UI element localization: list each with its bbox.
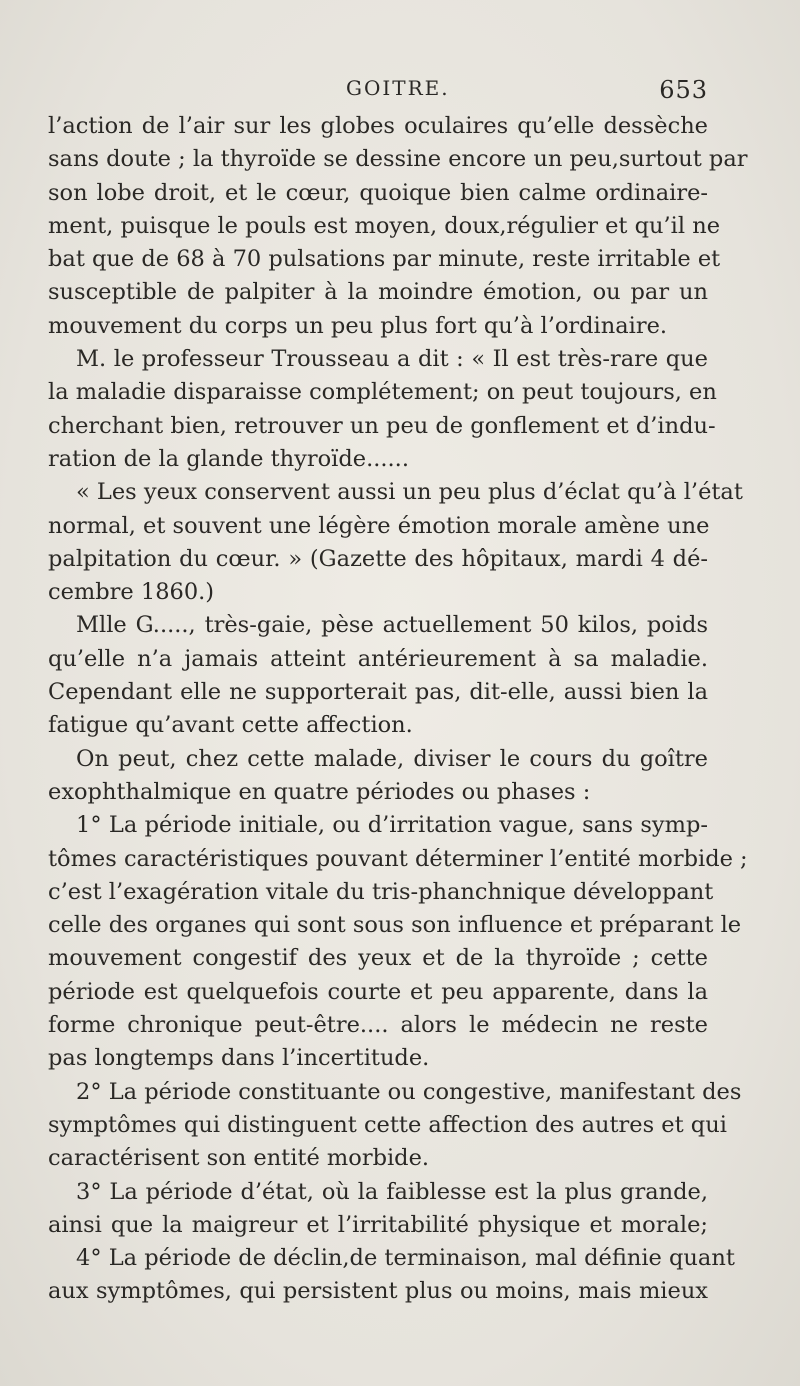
text-line: 2° La période constituante ou congestive, manifestant des — [76, 1078, 742, 1105]
text-line: cherchant bien, retrouver un peu de gonflement et d’indu- — [48, 412, 716, 439]
text-line: mouvement congestif des yeux et de la thyroïde ; cette — [48, 945, 708, 972]
text-line: exophthalmique en quatre périodes ou phases : — [48, 778, 591, 805]
text-line: forme chronique peut-être.... alors le médecin ne reste — [48, 1012, 708, 1039]
text-line: mouvement du corps un peu plus fort qu’à l’ordinaire. — [48, 312, 668, 339]
text-line: « Les yeux conservent aussi un peu plus d’éclat qu’à l’état — [76, 479, 743, 506]
text-line: son lobe droit, et le cœur, quoique bien calme ordinaire- — [48, 179, 708, 206]
text-line: qu’elle n’a jamais atteint antérieurement à sa maladie. — [48, 645, 708, 672]
text-line: l’action de l’air sur les globes oculaires qu’elle dessèche — [48, 113, 708, 139]
text-line: palpitation du cœur. » (Gazette des hôpitaux, mardi 4 dé- — [48, 545, 708, 572]
text-line: cembre 1860.) — [48, 579, 215, 606]
text-line: ration de la glande thyroïde...... — [48, 445, 409, 472]
text-line: celle des organes qui sont sous son influence et préparant le — [48, 912, 742, 939]
text-line: la maladie disparaisse complétement; on peut toujours, en — [48, 379, 717, 406]
text-line: ainsi que la maigreur et l’irritabilité physique et morale; — [48, 1211, 708, 1238]
text-line: c’est l’exagération vitale du tris-phanchnique développant — [48, 878, 714, 905]
text-line: fatigue qu’avant cette affection. — [48, 712, 413, 739]
text-line: normal, et souvent une légère émotion morale amène une — [48, 512, 710, 539]
text-line: symptômes qui distinguent cette affection des autres et qui — [48, 1111, 727, 1138]
body-text — [48, 110, 748, 1309]
text-line: 4° La période de déclin,de terminaison, mal définie quant — [76, 1245, 735, 1272]
text-line: Cependant elle ne supporterait pas, dit-elle, aussi bien la — [48, 679, 708, 706]
running-title: GOITRE. — [346, 76, 450, 100]
text-line: 3° La période d’état, où la faiblesse est la plus grande, — [76, 1178, 708, 1205]
text-line: aux symptômes, qui persistent plus ou moins, mais mieux — [48, 1278, 708, 1305]
page-number: 653 — [659, 76, 708, 104]
text-line: ment, puisque le pouls est moyen, doux,régulier et qu’il ne — [48, 212, 721, 239]
text-line: période est quelquefois courte et peu apparente, dans la — [48, 978, 708, 1005]
text-line: On peut, chez cette malade, diviser le cours du goître — [76, 745, 708, 772]
text-line: bat que de 68 à 70 pulsations par minute, reste irritable et — [48, 246, 721, 273]
text-line: susceptible de palpiter à la moindre émotion, ou par un — [48, 279, 708, 306]
page-header — [48, 76, 708, 106]
text-line: 1° La période initiale, ou d’irritation vague, sans symp- — [76, 812, 708, 839]
text-line: pas longtemps dans l’incertitude. — [48, 1045, 430, 1072]
text-line: sans doute ; la thyroïde se dessine encore un peu,surtout par — [48, 146, 748, 173]
text-line: tômes caractéristiques pouvant déterminer l’entité morbide ; — [48, 845, 748, 872]
text-line: M. le professeur Trousseau a dit : « Il est très-rare que — [76, 346, 708, 373]
text-line: Mlle G....., très-gaie, pèse actuellement 50 kilos, poids — [76, 612, 708, 639]
text-line: caractérisent son entité morbide. — [48, 1145, 430, 1172]
